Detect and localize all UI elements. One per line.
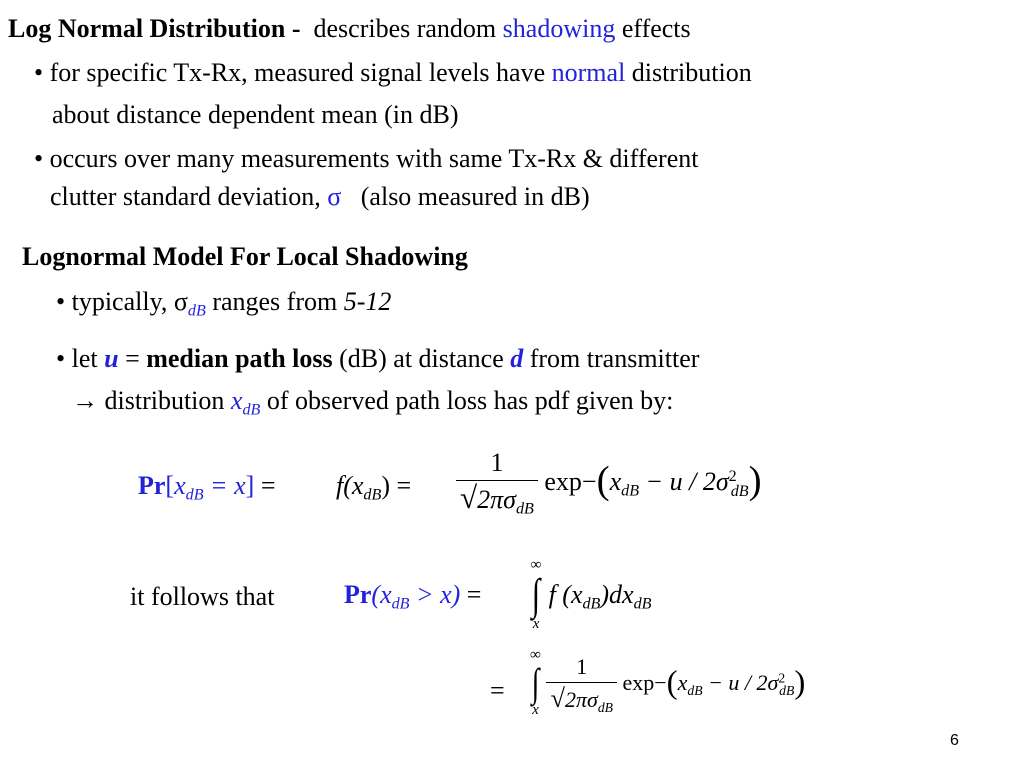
exp-label: exp− — [622, 670, 667, 695]
sigma-symbol: σ — [327, 182, 342, 211]
page-number: 6 — [950, 732, 959, 749]
x-variable: x — [174, 471, 186, 500]
db-subscript: dB — [582, 595, 601, 613]
exponent: 2 — [778, 670, 786, 686]
eq1-lhs-probability — [138, 471, 276, 504]
db-subscript: dB — [187, 302, 206, 320]
bullet2-text-b: (also measured in dB) — [360, 182, 590, 211]
db-subscript: dB — [633, 595, 652, 613]
section1-heading-rest: describes random — [313, 14, 497, 43]
section2-bullet1 — [56, 287, 392, 320]
integral-icon — [530, 558, 542, 632]
db-subscript: dB — [730, 482, 749, 500]
fraction-numerator: 1 — [490, 448, 504, 477]
sqrt-icon: √ — [550, 682, 565, 713]
sigma-symbol: σ — [173, 287, 188, 316]
paren-close: ) — [794, 665, 806, 701]
exp-label: exp− — [544, 467, 597, 496]
eq1-formula — [456, 448, 762, 518]
den-text: 2πσ — [564, 686, 598, 712]
db-subscript: dB — [242, 401, 261, 419]
paren-open: ( — [666, 665, 678, 701]
section1-bullet2: • occurs over many measurements with same Tx-Rx & different — [34, 144, 699, 173]
arrow-right-icon: → — [72, 386, 98, 415]
bullet1-text-b: distribution — [631, 58, 752, 87]
integrand-a: f (x — [548, 580, 583, 609]
db-subscript: dB — [391, 595, 410, 613]
upper-limit: ∞ — [530, 647, 541, 663]
x-variable: x — [677, 670, 688, 695]
section2-bullet2 — [56, 344, 699, 374]
eq3-formula — [530, 648, 805, 718]
section1-bullet1 — [34, 58, 752, 88]
equals-sign: = — [466, 580, 482, 609]
u-variable: u — [104, 344, 119, 373]
eq1-pdf-f — [336, 471, 412, 504]
section1-heading-end: effects — [621, 14, 691, 43]
equals-sign: = — [260, 471, 276, 500]
db-subscript: dB — [185, 486, 204, 504]
paren-close: ) — [748, 459, 762, 502]
x-variable: x — [230, 386, 243, 415]
fraction-denominator — [456, 480, 538, 518]
normal-term: normal — [551, 58, 626, 87]
integrand — [548, 580, 652, 613]
f-function: f(x — [336, 471, 364, 500]
bracket-close: ] — [245, 471, 255, 500]
s2-bullet2-text-b: (dB) at distance — [339, 344, 504, 373]
section1-heading: Log Normal Distribution - — [8, 14, 301, 43]
s2-bullet1-text-b: ranges from — [212, 287, 338, 316]
eq3-equals: = — [490, 676, 505, 705]
fraction — [456, 448, 538, 518]
integrand-b: )dx — [600, 580, 634, 609]
sigma-range: 5-12 — [343, 287, 392, 316]
section2-heading: Lognormal Model For Local Shadowing — [22, 242, 468, 271]
integral-icon — [530, 648, 541, 718]
s2-bullet3-text-a: distribution — [104, 386, 225, 415]
arg-middle: − u / 2σ — [702, 670, 779, 695]
upper-limit: ∞ — [530, 557, 542, 573]
fraction — [546, 654, 617, 713]
section1-bullet1-line2: about distance dependent mean (in dB) — [52, 100, 459, 129]
integral-sign: ∫ — [531, 570, 541, 619]
bullet2-text-a: clutter standard deviation, — [50, 182, 321, 211]
relation: > x) — [416, 580, 461, 609]
db-subscript: dB — [779, 682, 795, 698]
fraction-denominator — [546, 682, 617, 713]
den-text: 2πσ — [477, 485, 516, 514]
sqrt-icon: √ — [460, 480, 478, 515]
arg-middle: − u / 2σ — [639, 467, 729, 496]
lower-limit: x — [532, 616, 540, 632]
bullet1-text-a: • for specific Tx-Rx, measured signal levels have — [34, 58, 546, 87]
pr-label: Pr — [344, 580, 372, 609]
db-subscript: dB — [363, 486, 382, 504]
x-variable: x — [609, 467, 622, 496]
d-variable: d — [510, 344, 524, 373]
section1-heading-line — [8, 14, 691, 44]
pr-label: Pr — [138, 471, 166, 500]
f-close: ) = — [381, 471, 412, 500]
s2-bullet1-text-a: • typically, — [56, 287, 168, 316]
median-path-loss-term: median path loss — [146, 344, 333, 373]
exponent: 2 — [728, 468, 737, 486]
relation: = x — [210, 471, 246, 500]
integral-sign: ∫ — [531, 660, 540, 705]
eq2-integral — [530, 558, 652, 632]
section2-bullet3 — [72, 386, 674, 419]
exp-term — [622, 665, 806, 701]
paren-open: ( — [596, 459, 610, 502]
section1-bullet2-line2 — [50, 182, 590, 212]
db-subscript: dB — [621, 482, 640, 500]
s2-bullet3-text-b: of observed path loss has pdf given by: — [266, 386, 674, 415]
s2-bullet2-text-c: from transmitter — [529, 344, 700, 373]
s2-bullet2-let: • let — [56, 344, 98, 373]
db-subscript: dB — [687, 682, 703, 698]
db-subscript: dB — [597, 699, 613, 715]
db-subscript: dB — [515, 500, 534, 518]
fraction-numerator: 1 — [576, 653, 588, 679]
open-x: (x — [371, 580, 392, 609]
bracket-open: [ — [165, 471, 175, 500]
shadowing-term: shadowing — [502, 14, 616, 43]
equals-sign: = — [125, 344, 140, 373]
eq2-lhs — [344, 580, 482, 613]
lower-limit: x — [532, 702, 539, 718]
eq2-lead: it follows that — [130, 582, 275, 611]
exp-term — [544, 459, 762, 502]
